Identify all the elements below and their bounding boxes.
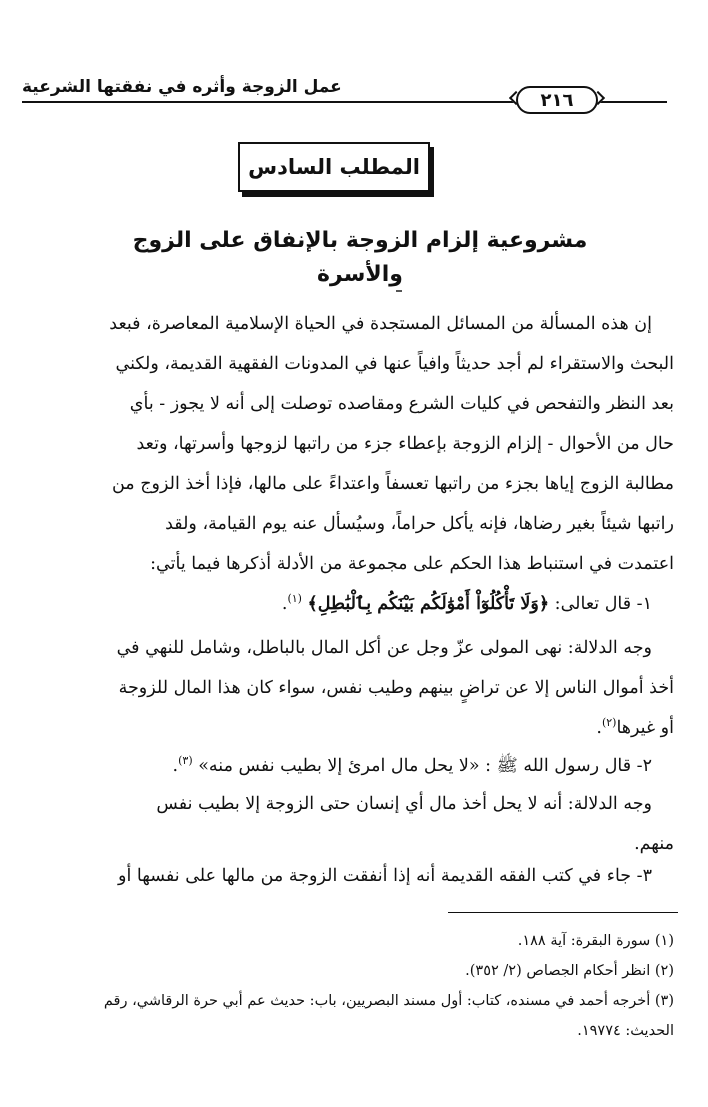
evidence-3-text: ٣- جاء في كتب الفقه القديمة أنه إذا أنفقت الزوجة من مالها على نفسها أو [118,866,652,886]
explanation-end-text: أو غيرها [616,718,674,738]
evidence-item-2: ٢- قال رسول الله ﷺ : «لا يحل مال امرئ إلا بطيب نفس منه» $^{(٣)}$. [30,746,674,786]
explanation-line: وجه الدلالة: نهى المولى عزّ وجل عن أكل المال بالباطل، وشامل للنهي في [116,638,652,658]
quran-verse: ﴿وَلَا تَأْكُلُوٓاْ أَمْوَٰلَكُم بَيْنَكُم بِٱلْبَٰطِلِ﴾ [307,594,550,614]
hadith-quote: «لا يحل مال امرئ إلا بطيب نفس منه» [198,756,480,776]
footnote-1: (١) سورة البقرة: آية ١٨٨. [517,933,674,949]
running-header-title: عمل الزوجة وأثره في نفقتها الشرعية [22,74,350,100]
intro-line: اعتمدت في استنباط هذا الحكم على مجموعة من الأدلة أذكرها فيما يأتي: [150,554,674,574]
evidence-item-3 [30,856,674,896]
explanation-line-last: أو غيرها$^{(٢)}$. [596,716,674,738]
footnote-2: (٢) انظر أحكام الجصاص (٢/ ٣٥٢). [465,963,674,979]
footnote-ref-1: (١) [287,592,302,606]
intro-paragraph [30,304,674,584]
explanation-line: وجه الدلالة: أنه لا يحل أخذ مال أي إنسان حتى الزوجة إلا بطيب نفس [156,794,652,814]
section-heading: مشروعية إلزام الزوجة بالإنفاق على الزوج والأسرة [132,228,588,287]
intro-line: حال من الأحوال - إلزام الزوجة بإعطاء جزء من راتبها لزوجها وأسرتها، وتعد [136,434,674,454]
intro-line: البحث والاستقراء لم أجد حديثاً وافياً عنها في المدونات الفقهية القديمة، ولكني [115,354,674,374]
evidence-2-prefix: ٢- قال رسول الله ﷺ : [485,756,652,776]
page-number-badge: ٢١٦ [516,86,598,114]
section-label-box: المطلب السادس [238,142,430,192]
explanation-line-end: منهم. [634,834,674,854]
header-rule-right [607,101,667,103]
evidence-item-1: ١- قال تعالى: ﴿وَلَا تَأْكُلُوٓاْ أَمْوَٰلَكُم بَيْنَكُم بِٱلْبَٰطِلِ﴾ $^{(١)}$. [30,584,674,624]
separator-mark [396,290,402,292]
intro-line: مطالبة الزوج إياها بجزء من راتبها تعسفاً واعتداءً على مالها، فإذا أخذ الزوج من [111,474,674,494]
footnote-3: (٣) أخرجه أحمد في مسنده، كتاب: أول مسند البصريين، باب: حديث عم أبي حرة الرقاشي، رقم [103,993,674,1009]
footnote-ref-2: (٢) [601,716,617,730]
footnote-rule [448,912,678,913]
evidence-1-prefix: ١- قال تعالى: [554,594,652,614]
footnote-3-continued: الحديث: ١٩٧٧٤. [577,1023,674,1039]
intro-line: راتبها شيئاً بغير رضاها، فإنه يأكل حراماً، وسيُسأل عنه يوم القيامة، ولقد [165,514,674,534]
running-header [22,74,678,114]
explanation-line: أخذ أموال الناس إلا عن تراضٍ بينهم وطيب نفس، سواء كان هذا المال للزوجة [118,678,674,698]
evidence-1-explanation [30,628,674,748]
evidence-2-explanation [30,784,674,864]
intro-line: بعد النظر والتفحص في كليات الشرع ومقاصده توصلت إلى أنه لا يجوز - بأي [129,394,674,414]
intro-line: إن هذه المسألة من المسائل المستجدة في الحياة الإسلامية المعاصرة، فبعد [109,314,652,334]
footnote-ref-3: (٣) [178,754,193,768]
